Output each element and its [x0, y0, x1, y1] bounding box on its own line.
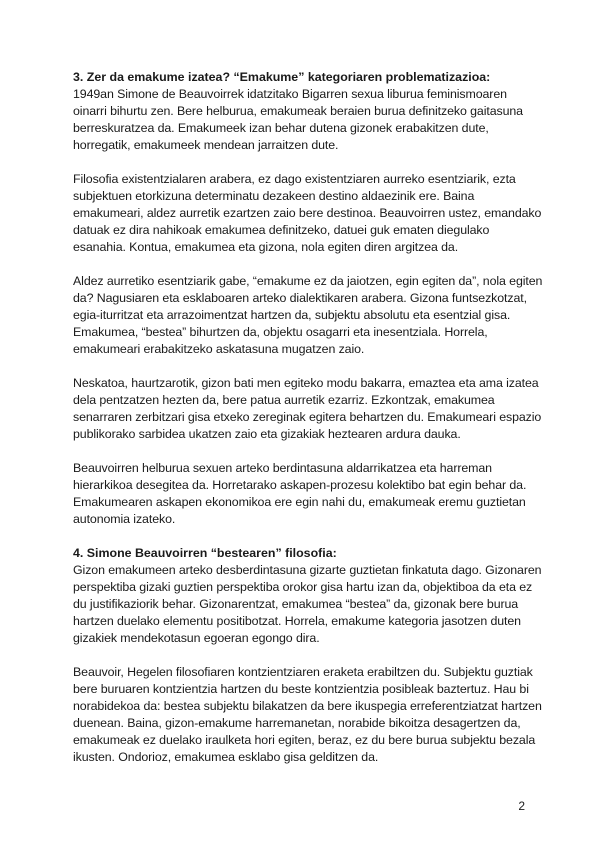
section-3-title: 3. Zer da emakume izatea? “Emakume” kategoriaren problematizazioa: — [73, 70, 491, 84]
paragraph: Neskatoa, haurtzarotik, gizon bati men egiteko modu bakarra, emaztea eta ama izatea dela pentzatzen hezten da, bere patua aurretik ezarriz. Ezkontzak, emakumea senarraren zerbitzari gisa etxeko zereginak egitera behartzen du. Emakumeari espazio publikorako sarbidea ukatzen zaio eta gizakiak heztearen ardura dauka. — [73, 376, 542, 441]
section-4-title: 4. Simone Beauvoirren “bestearen” filosofia: — [73, 546, 337, 560]
document-page — [73, 69, 543, 783]
page-number: 2 — [518, 799, 525, 813]
section-3 — [73, 69, 543, 528]
paragraph: Beauvoirren helburua sexuen arteko berdintasuna aldarrikatzea eta harreman hierarkikoa desegitea da. Horretarako askapen-prozesu kolektibo bat egin behar da. Emakumearen askapen ekonomikoa ere egin nahi du, emakumeak eremu guztietan autonomia izateko. — [73, 461, 527, 526]
paragraph: Gizon emakumeen arteko desberdintasuna gizarte guztietan finkatuta dago. Gizonaren perspektiba gizaki guztien perspektiba orokor gisa hartu izan da, objektiboa da eta ez du justifikaziorik behar. Gizonarentzat, emakumea “bestea” da, gizonak bere burua hartzen duelako elementu positibotzat. Horrela, emakume kategoria jasotzen duten gizakiek mendekotasun egoeran egongo dira. — [73, 563, 542, 645]
paragraph: Beauvoir, Hegelen filosofiaren kontzientziaren eraketa erabiltzen du. Subjektu guztiak bere buruaren kontzientzia hartzen du beste kontzientzia posibleak baztertuz. Hau bi norabidekoa da: bestea subjektu bilakatzen da bere ikuspegia erreferentziatzat hartzen duenean. Baina, gizon-emakume harremanetan, norabide bikoitza desagertzen da, emakumeak ez duelako iraulketa hori egiten, beraz, ez du bere burua subjektu bezala ikusten. Ondorioz, emakumea esklabo gisa gelditzen da. — [73, 665, 542, 764]
paragraph: 1949an Simone de Beauvoirrek idatzitako Bigarren sexua liburua feminismoaren oinarri bihurtu zen. Bere helburua, emakumeak beraien burua definitzeko gaitasuna berreskuratzea da. Emakumeek izan behar dutena gizonek erabakitzen dute, horregatik, emakumeek mendean jarraitzen dute. — [73, 87, 523, 152]
paragraph: Filosofia existentzialaren arabera, ez dago existentziaren aurreko esentziarik, ezta subjektuen etorkizuna determinatu dezakeen destino aldaezinik ere. Baina emakumeari, aldez aurretik ezartzen zaio bere destinoa. Beauvoirren ustez, emandako datuak ez dira nahikoak emakumea definitzeko, datuei guk ematen diegulako esanahia. Kontua, emakumea eta gizona, nola egiten diren argitzea da. — [73, 172, 542, 254]
section-4 — [73, 545, 543, 766]
paragraph: Aldez aurretiko esentziarik gabe, “emakume ez da jaiotzen, egin egiten da”, nola egiten da? Nagusiaren eta esklaboaren arteko dialektikaren arabera. Gizona funtsezkotzat, egia-iturritzat eta arrazoimentzat hartzen da, subjektu absolutu eta esentzial gisa. Emakumea, “bestea” bihurtzen da, objektu osagarri eta inesentziala. Horrela, emakumeari erabakitzeko askatasuna mugatzen zaio. — [73, 274, 543, 356]
